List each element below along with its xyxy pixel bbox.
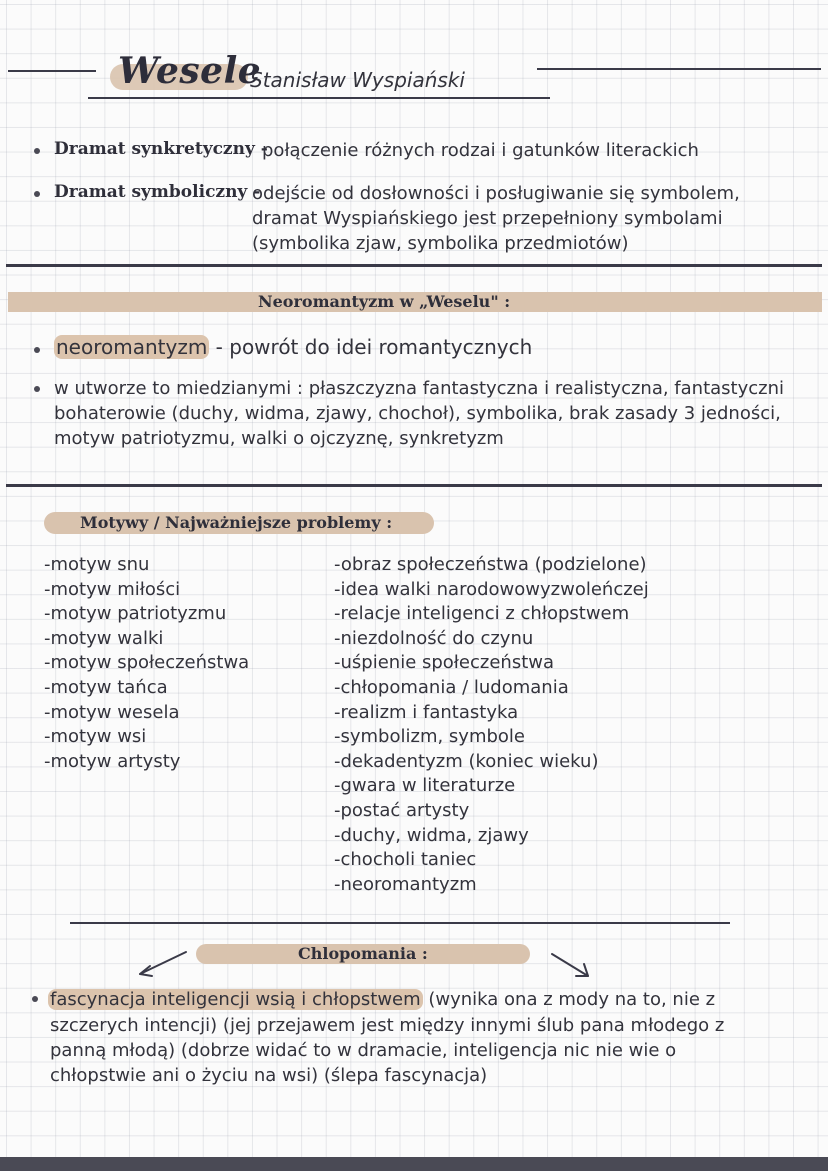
phrase-continuation: (wynika ona z mody na to, nie z — [422, 989, 716, 1010]
list-item: -motyw artysty — [44, 750, 181, 772]
highlighted-phrase: fascynacja inteligencji wsią i chłopstwem — [50, 989, 421, 1010]
term-definition: - powrót do idei romantycznych — [215, 335, 533, 359]
list-item: -motyw wesela — [44, 701, 180, 723]
bullet-dot — [34, 191, 40, 197]
highlighted-term: neoromantyzm — [56, 335, 208, 359]
paragraph-line: motyw patriotyzmu, walki o ojczyznę, synkretyzm — [54, 428, 504, 449]
list-item: -uśpienie społeczeństwa — [334, 652, 555, 674]
list-item: -symbolizm, symbole — [334, 726, 526, 748]
arrow-left-icon — [128, 948, 192, 982]
paragraph-line: panną młodą) (dobrze widać to w dramacie, inteligencja nic nie wie o — [50, 1040, 677, 1061]
bullet-dot — [34, 148, 40, 154]
list-item: -realizm i fantastyka — [334, 701, 519, 723]
section-divider — [70, 922, 730, 924]
section-heading: Neoromantyzm w „Weselu" : — [258, 292, 511, 311]
section-heading: Motywy / Najważniejsze problemy : — [80, 513, 393, 532]
definition-term: Dramat symboliczny - — [54, 182, 261, 202]
definition-text: połączenie różnych rodzai i gatunków literackich — [262, 140, 699, 161]
paragraph-line — [48, 987, 715, 1012]
motywy-right-list — [334, 553, 649, 897]
list-item: -motyw społeczeństwa — [44, 652, 250, 674]
list-item: -relacje inteligenci z chłopstwem — [334, 603, 630, 625]
section-divider — [6, 264, 822, 267]
list-item: -postać artysty — [334, 799, 470, 821]
section-divider — [6, 484, 822, 487]
list-item: -niezdolność do czynu — [334, 627, 534, 649]
paragraph-line: szczerych intencji) (jej przejawem jest między innymi ślub pana młodego z — [50, 1015, 725, 1036]
list-item: -dekadentyzm (koniec wieku) — [334, 750, 599, 772]
definition-text: (symbolika zjaw, symbolika przedmiotów) — [252, 233, 629, 254]
list-item: -duchy, widma, zjawy — [334, 824, 529, 846]
definition-term: Dramat synkretyczny - — [54, 139, 268, 159]
bullet-dot — [32, 996, 38, 1002]
paragraph-line: chłopstwie ani o życiu na wsi) (ślepa fascynacja) — [50, 1065, 488, 1086]
neoromantyzm-line — [54, 333, 532, 361]
list-item: -motyw walki — [44, 627, 164, 649]
bullet-dot — [34, 347, 40, 353]
top-rule-right — [537, 68, 821, 70]
section-heading: Chlopomania : — [298, 944, 428, 963]
list-item: -motyw patriotyzmu — [44, 603, 227, 625]
title-underline — [88, 97, 550, 99]
motywy-left-list — [44, 553, 249, 774]
page-bottom-edge — [0, 1157, 828, 1171]
list-item: -chłopomania / ludomania — [334, 676, 569, 698]
list-item: -motyw snu — [44, 554, 150, 575]
paragraph-line: bohaterowie (duchy, widma, zjawy, chochoł), symbolika, brak zasady 3 jedności, — [54, 403, 781, 424]
list-item: -motyw miłości — [44, 578, 181, 600]
list-item: -chocholi taniec — [334, 849, 477, 871]
paragraph-line: w utworze to miedzianymi : płaszczyzna fantastyczna i realistyczna, fantastyczni — [54, 378, 785, 399]
list-item: -idea walki narodowowyzwoleńczej — [334, 578, 649, 600]
arrow-right-icon — [548, 950, 600, 984]
page-title: Wesele — [118, 50, 262, 92]
list-item: -gwara w literaturze — [334, 775, 516, 797]
definition-text: odejście od dosłowności i posługiwanie się symbolem, — [252, 183, 740, 204]
list-item: -motyw wsi — [44, 726, 147, 748]
bullet-dot — [34, 386, 40, 392]
definition-text: dramat Wyspiańskiego jest przepełniony symbolami — [252, 208, 723, 229]
top-rule-left — [8, 70, 96, 72]
list-item: -motyw tańca — [44, 676, 168, 698]
page-author: Stanisław Wyspiański — [250, 68, 465, 92]
list-item: -neoromantyzm — [334, 873, 477, 895]
list-item: -obraz społeczeństwa (podzielone) — [334, 554, 647, 575]
